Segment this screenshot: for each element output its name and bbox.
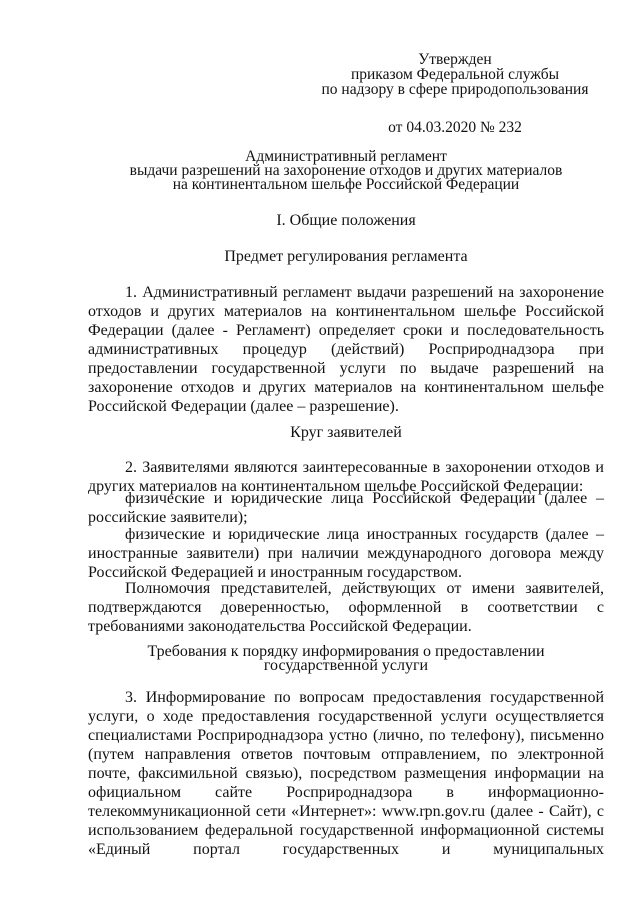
approval-line-1: Утвержден: [418, 51, 492, 68]
paragraph-1: 1. Административный регламент выдачи разрешений на захоронение отходов и других материалов на континентальном шельфе Российской Федерации (далее - Регламент) определяет сроки и последовательность административных процедур (действий) Росприроднадзора при предоставлении государственной услуги по выдаче разрешений на захоронение отходов и других материалов на континентальном шельфе Российской Федерации (далее – разрешение).: [88, 284, 604, 415]
approval-date: от 04.03.2020 № 232: [388, 119, 522, 136]
informing-heading-line-2: государственной услуги: [263, 657, 429, 674]
title-line-2: выдачи разрешений на захоронение отходов и других материалов: [129, 162, 563, 179]
title-line-1: Административный регламент: [245, 148, 447, 165]
section-heading-informing: [88, 645, 604, 673]
paragraph-2-foreign-applicants: физические и юридические лица иностранных государств (далее – иностранные заявители) при наличии международного договора между Российской Федерацией и иностранным государством.: [88, 526, 604, 581]
section-subheading-subject: Предмет регулирования регламента: [224, 248, 468, 265]
paragraph-2-representatives: Полномочия представителей, действующих от имени заявителей, подтверждаются доверенностью, оформленной в соответствии с требованиями законодательства Российской Федерации.: [88, 580, 604, 635]
title-line-3: на континентальном шельфе Российской Федерации: [172, 176, 520, 193]
approval-line-2: приказом Федеральной службы: [350, 66, 560, 83]
section-heading-applicants: Круг заявителей: [290, 424, 402, 441]
paragraph-2-russian-applicants: физические и юридические лица Российской Федерации (далее – российские заявители);: [88, 490, 604, 526]
informing-heading-line-1: Требования к порядку информирования о предоставлении: [147, 643, 545, 660]
document-title: [88, 150, 604, 192]
paragraph-3: 3. Информирование по вопросам предоставления государственной услуги, о ходе предоставления государственной услуги осуществляется специалистами Росприроднадзора устно (лично, по телефону), письменно (путем направления ответов почтовым отправлением, по электронной почте, факсимильной связью), посредством размещения информации на официальном сайте Росприроднадзора в информационно-телекоммуникационной сети «Интернет»: www.rpn.gov.ru (далее - Сайт), с использованием федеральной государственной информационной системы «Единый портал государственных и муниципальных: [88, 689, 604, 858]
paragraph-2: 2. Заявителями являются заинтересованные в захоронении отходов и других материалов на континентальном шельфе Российской Федерации:: [88, 459, 604, 495]
approval-line-3: по надзору в сфере природопользования: [321, 81, 589, 98]
approval-block: [320, 52, 590, 135]
section-heading-general: I. Общие положения: [276, 212, 416, 229]
